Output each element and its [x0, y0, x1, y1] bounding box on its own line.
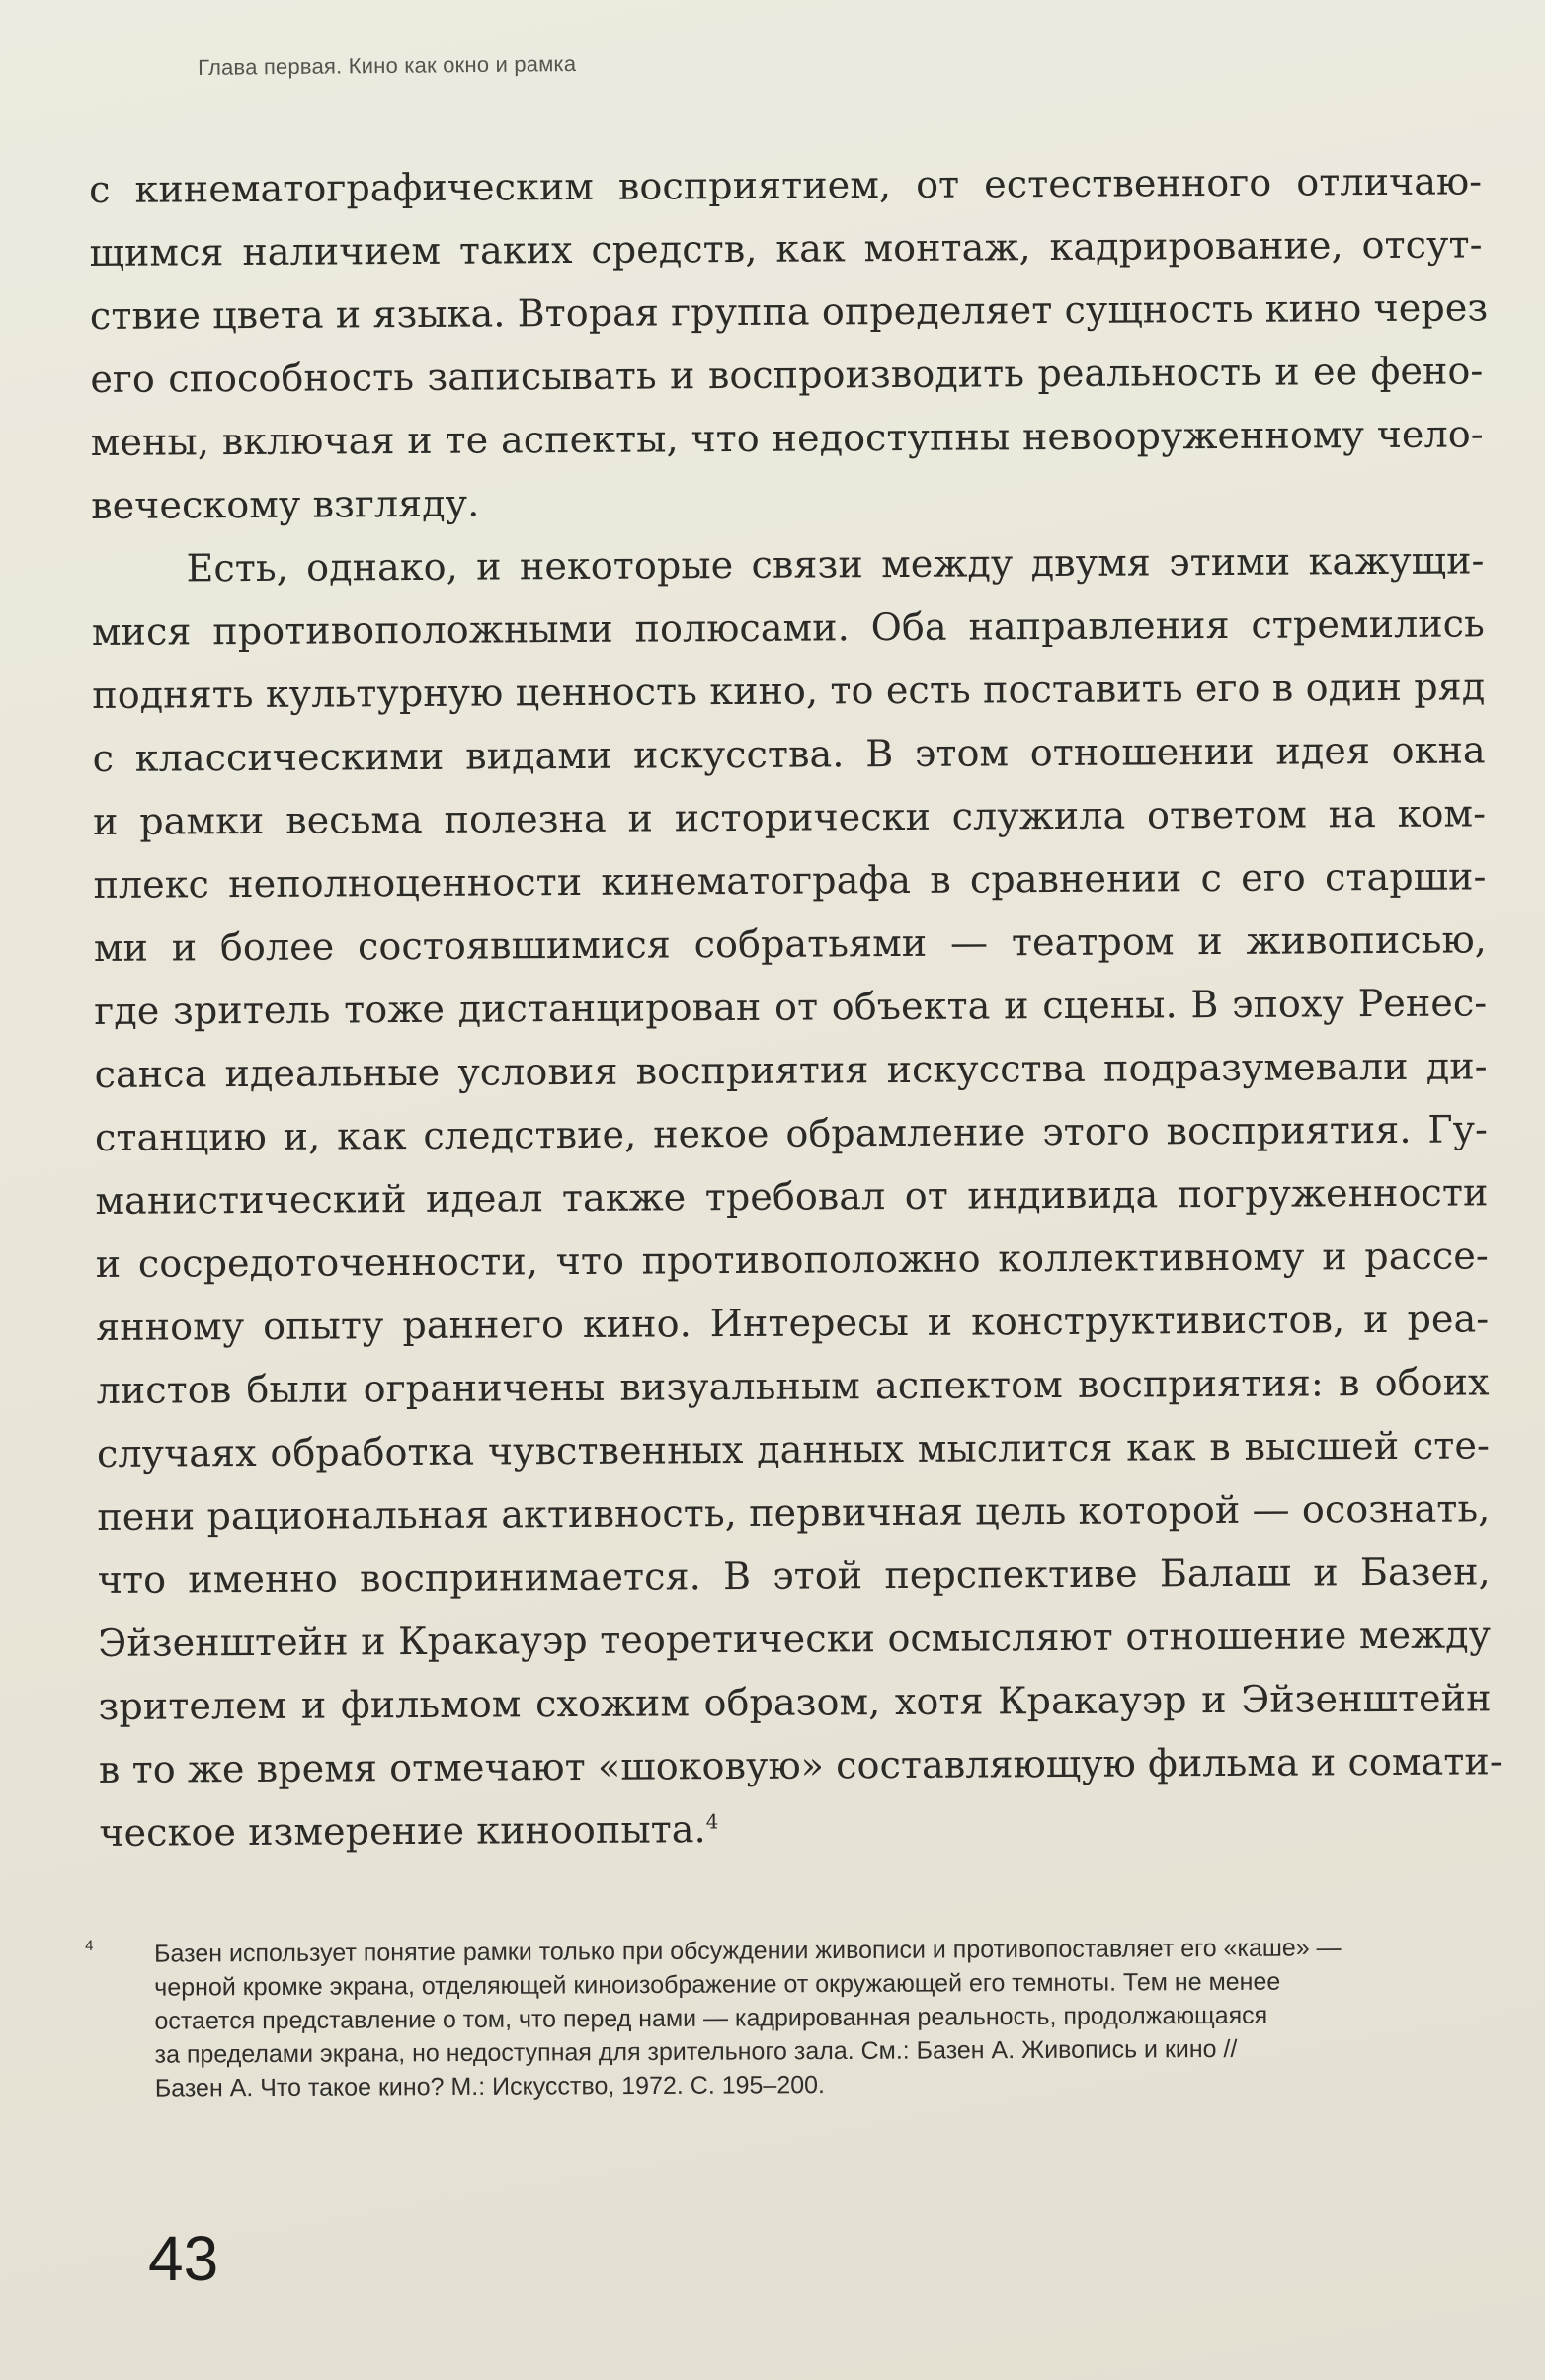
text-line: щимся наличием таких средств, как монтаж, кадрирование, отсут-	[89, 222, 1483, 275]
text-line: где зритель тоже дистанцирован от объекта и сцены. В эпоху Ренес-	[94, 981, 1488, 1033]
text-line: и сосредоточенности, что противоположно коллективному и рассе-	[95, 1233, 1489, 1286]
text-line-with-footnote	[99, 1792, 1492, 1864]
text-line: и рамки весьма полезна и исторически служила ответом на ком-	[92, 791, 1487, 843]
text-line: манистический идеал также требовал от индивида погруженности	[95, 1170, 1489, 1223]
text-line: ми и более состоявшимися собратьями — театром и живописью,	[93, 917, 1487, 970]
text-line: в то же время отмечают «шоковую» составляющую фильма и сомати-	[98, 1739, 1503, 1791]
text-line: станцию и, как следствие, некое обрамление этого восприятия. Гу-	[94, 1107, 1489, 1159]
text-line: санса идеальные условия восприятия искусства подразумевали ди-	[94, 1044, 1488, 1096]
paragraph-1	[89, 149, 1489, 537]
footnote-line: Базен А. Что такое кино? М.: Искусство, 1972. С. 195–200.	[154, 2071, 826, 2102]
text-line: мися противоположными полюсами. Оба направления стремились	[91, 601, 1486, 654]
page-number: 43	[148, 2223, 219, 2294]
footnote-number: 4	[85, 1937, 94, 1954]
footnote-line: черной кромке экрана, отделяющей киноизображение от окружающей его темноты. Тем не менее	[154, 1967, 1281, 2002]
text-line: с классическими видами искусства. В этом отношении идея окна	[92, 728, 1486, 780]
text-line: плекс неполноценности кинематографа в сравнении с его старши-	[93, 854, 1487, 907]
running-head: Глава первая. Кино как окно и рамка	[198, 50, 577, 80]
footnote-line: остается представление о том, что перед нами — кадрированная реальность, продолжающаяся	[154, 2001, 1268, 2035]
footnote-text	[154, 1931, 1499, 2105]
text-line: янному опыту раннего кино. Интересы и конструктивистов, и реа-	[96, 1297, 1490, 1349]
text-line: зрителем и фильмом схожим образом, хотя Кракауэр и Эйзенштейн	[98, 1676, 1492, 1728]
text-line: случаях обработка чувственных данных мыслится как в высшей сте-	[96, 1423, 1491, 1475]
paragraph-2	[91, 528, 1503, 1864]
text-line: листов были ограничены визуальным аспектом восприятия: в обоих	[96, 1360, 1490, 1412]
text-line: что именно воспринимается. В этой перспективе Балаш и Базен,	[97, 1549, 1491, 1602]
footnote-line: за пределами экрана, но недоступная для зрительного зала. См.: Базен А. Живопись и кино //	[154, 2034, 1238, 2069]
text-line: мены, включая и те аспекты, что недоступны невооруженному чело-	[90, 412, 1484, 464]
text-line: ствие цвета и языка. Вторая группа определяет сущность кино через	[89, 285, 1489, 338]
main-text	[89, 149, 1503, 1864]
footnote-line: Базен использует понятие рамки только при обсуждении живописи и противопоставляет его «каше» —	[154, 1934, 1342, 1968]
text-line: Есть, однако, и некоторые связи между двумя этими кажущи-	[186, 538, 1485, 591]
text-line: с кинематографическим восприятием, от естественного отличаю-	[89, 159, 1483, 211]
text-line: Эйзенштейн и Кракауэр теоретически осмысляют отношение между	[98, 1613, 1492, 1665]
text-line: ческое измерение киноопыта.	[99, 1807, 706, 1855]
text-line: поднять культурную ценность кино, то есть поставить его в один ряд	[92, 665, 1486, 717]
text-line: веческому взгляду.	[91, 481, 480, 527]
footnote-reference[interactable]: 4	[705, 1809, 719, 1834]
footnote	[85, 1931, 1488, 2102]
text-line: его способность записывать и воспроизводить реальность и ее фено-	[90, 349, 1484, 401]
text-line: пени рациональная активность, первичная цель которой — осознать,	[97, 1486, 1491, 1539]
